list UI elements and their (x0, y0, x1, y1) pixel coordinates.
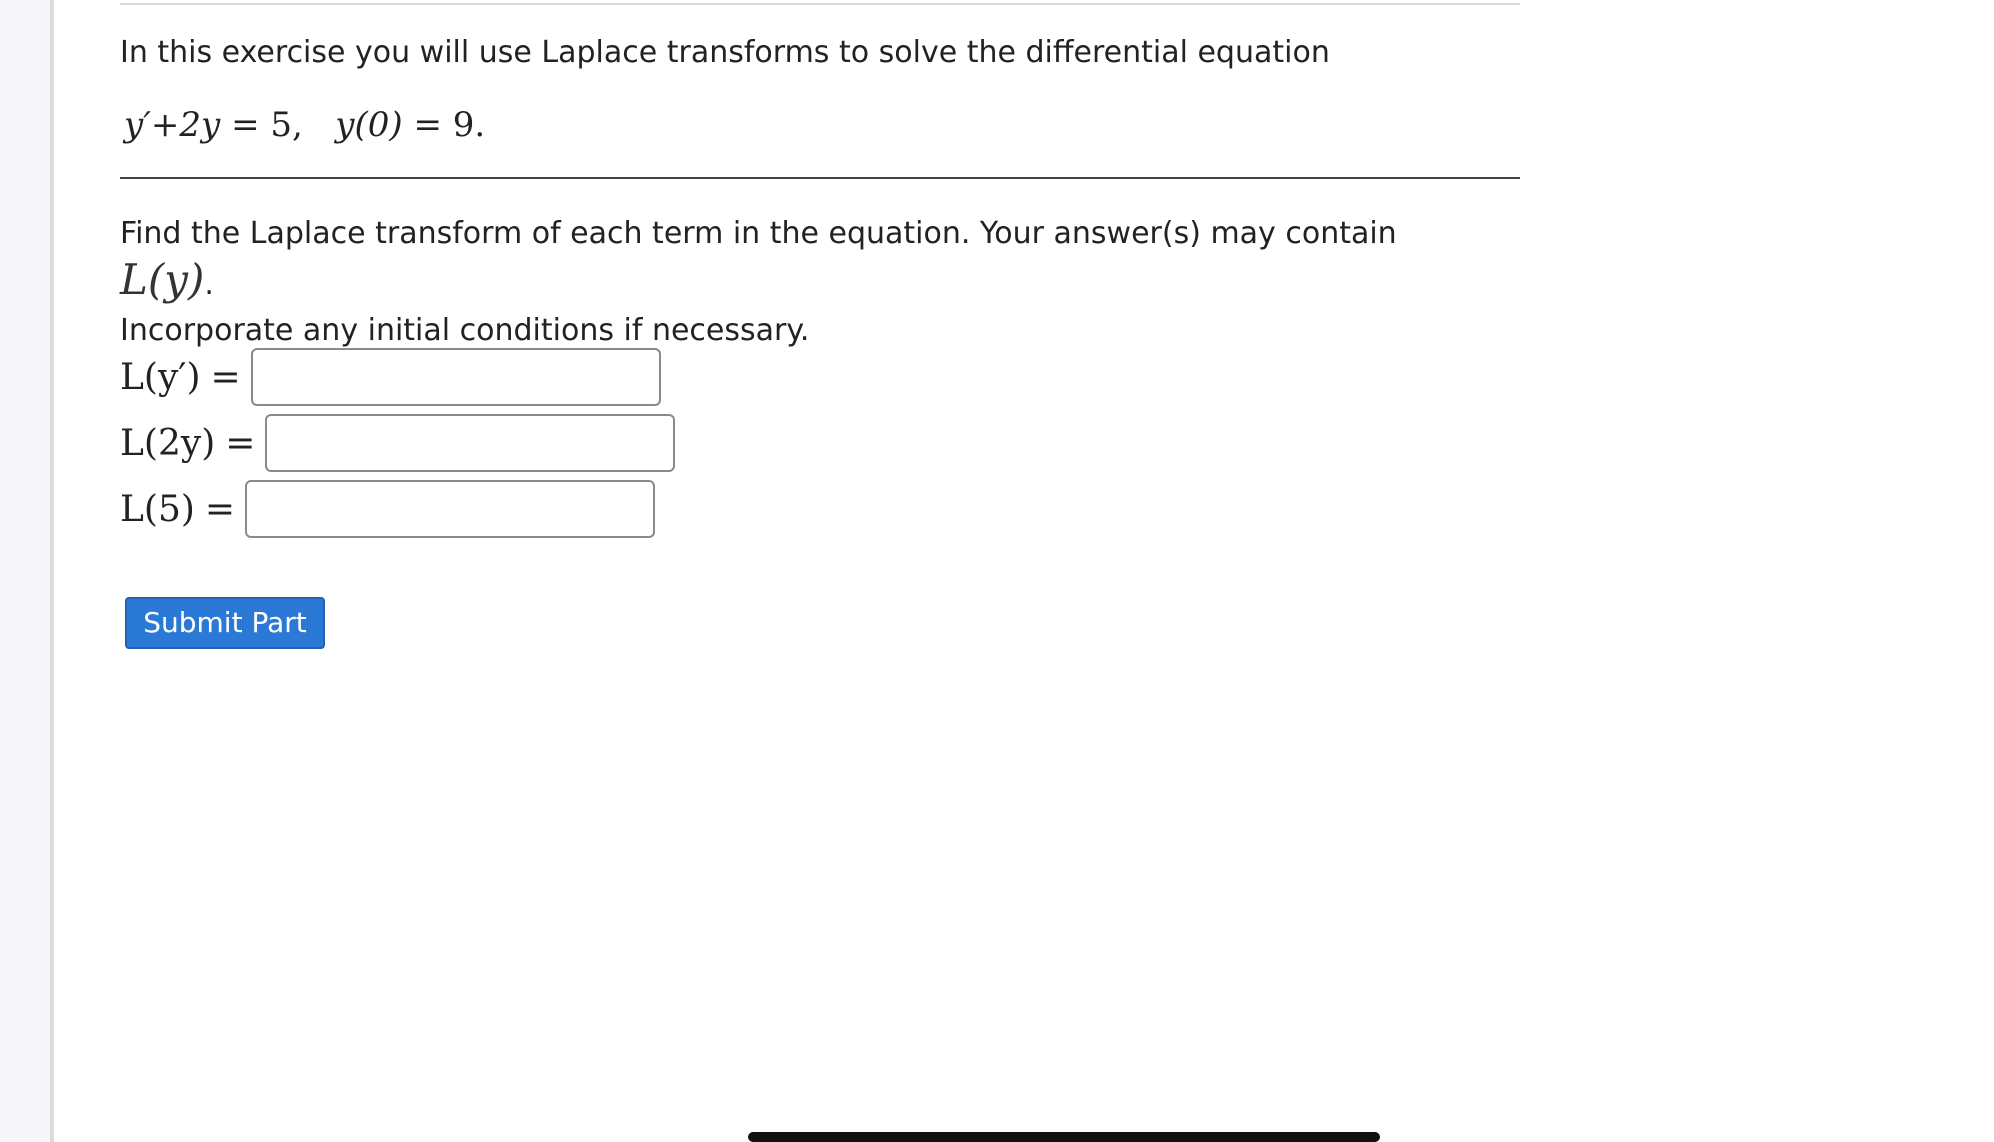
answer-equals-sign: = (225, 422, 256, 464)
instructions-line1: Find the Laplace transform of each term in the equation. Your answer(s) may contain (120, 216, 1397, 251)
answer-row-5 (120, 478, 655, 540)
home-indicator-bar[interactable] (748, 1132, 1380, 1142)
answer-row-y-prime (120, 346, 661, 408)
instructions-line2: Incorporate any initial conditions if necessary. (120, 313, 810, 348)
instructions-period: . (204, 267, 214, 302)
answer-input-5[interactable] (245, 480, 655, 538)
answer-equals-sign: = (204, 488, 236, 530)
initial-condition-lhs: y(0) (335, 105, 403, 145)
section-divider (120, 177, 1520, 179)
equation-rhs: 5, (270, 105, 303, 145)
top-divider (120, 3, 1520, 5)
left-gutter (0, 0, 54, 1142)
equation-equals: = (220, 105, 271, 145)
answer-label-2y: L(2y) (120, 422, 216, 464)
instructions (120, 211, 1500, 354)
answer-input-y-prime[interactable] (251, 348, 661, 406)
differential-equation (124, 104, 485, 146)
answer-label-y-prime: L(y′) (120, 356, 201, 398)
answer-row-2y (120, 412, 675, 474)
submit-part-button[interactable]: Submit Part (125, 597, 325, 649)
initial-condition-rhs: 9. (452, 105, 486, 145)
answer-label-5: L(5) (120, 488, 195, 530)
inline-math-ly: L(y) (120, 255, 205, 304)
intro-text: In this exercise you will use Laplace transforms to solve the differential equation (120, 35, 1330, 70)
equation-lhs: y′+2y (124, 105, 221, 145)
answer-input-2y[interactable] (265, 414, 675, 472)
answer-equals-sign: = (210, 356, 241, 398)
initial-condition-equals: = (402, 105, 453, 145)
